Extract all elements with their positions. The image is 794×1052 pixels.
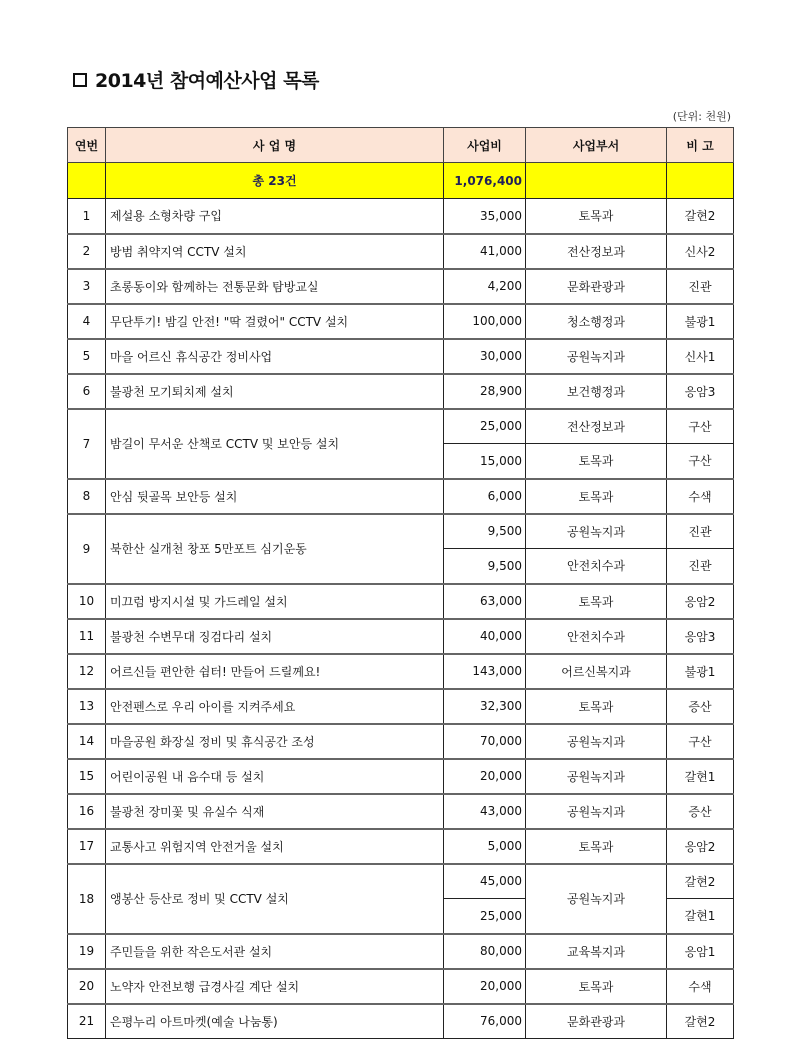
project-note: 수색 xyxy=(667,479,734,514)
table-row xyxy=(68,1004,734,1039)
row-number: 15 xyxy=(68,759,106,794)
project-cost: 4,200 xyxy=(444,269,526,304)
project-name: 안전펜스로 우리 아이를 지켜주세요 xyxy=(106,689,444,724)
project-name: 방범 취약지역 CCTV 설치 xyxy=(106,234,444,269)
budget-project-table xyxy=(67,127,734,1039)
project-cost: 40,000 xyxy=(444,619,526,654)
project-name: 북한산 실개천 창포 5만포트 심기운동 xyxy=(106,514,444,584)
project-note: 응암3 xyxy=(667,619,734,654)
project-name: 마을 어르신 휴식공간 정비사업 xyxy=(106,339,444,374)
checkbox-square-icon xyxy=(73,73,87,87)
project-cost: 80,000 xyxy=(444,934,526,969)
project-cost: 28,900 xyxy=(444,374,526,409)
project-dept: 공원녹지과 xyxy=(526,514,667,549)
page-title xyxy=(73,66,319,93)
project-name: 미끄럼 방지시설 및 가드레일 설치 xyxy=(106,584,444,619)
row-number: 9 xyxy=(68,514,106,584)
project-name: 어린이공원 내 음수대 등 설치 xyxy=(106,759,444,794)
project-cost: 30,000 xyxy=(444,339,526,374)
table-row xyxy=(68,689,734,724)
project-name: 은평누리 아트마켓(예술 나눔통) xyxy=(106,1004,444,1039)
project-dept: 공원녹지과 xyxy=(526,864,667,934)
project-note: 갈현1 xyxy=(667,899,734,934)
project-note: 진관 xyxy=(667,269,734,304)
project-cost: 143,000 xyxy=(444,654,526,689)
row-number: 18 xyxy=(68,864,106,934)
project-name: 밤길이 무서운 산책로 CCTV 및 보안등 설치 xyxy=(106,409,444,479)
project-cost: 41,000 xyxy=(444,234,526,269)
project-name: 무단투기! 밤길 안전! "딱 걸렸어" CCTV 설치 xyxy=(106,304,444,339)
project-note: 신사2 xyxy=(667,234,734,269)
project-dept: 공원녹지과 xyxy=(526,724,667,759)
table-row xyxy=(68,934,734,969)
project-name: 앵봉산 등산로 정비 및 CCTV 설치 xyxy=(106,864,444,934)
project-cost: 32,300 xyxy=(444,689,526,724)
project-note: 응암3 xyxy=(667,374,734,409)
project-dept: 공원녹지과 xyxy=(526,339,667,374)
table-row xyxy=(68,269,734,304)
project-cost: 45,000 xyxy=(444,864,526,899)
row-number: 2 xyxy=(68,234,106,269)
row-number: 3 xyxy=(68,269,106,304)
project-cost: 100,000 xyxy=(444,304,526,339)
header-row xyxy=(68,128,734,163)
table-row xyxy=(68,794,734,829)
total-label: 총 23건 xyxy=(106,163,444,199)
project-note: 구산 xyxy=(667,444,734,479)
total-note xyxy=(667,163,734,199)
project-name: 교통사고 위험지역 안전거울 설치 xyxy=(106,829,444,864)
row-number: 4 xyxy=(68,304,106,339)
project-note: 응암2 xyxy=(667,829,734,864)
project-dept: 청소행정과 xyxy=(526,304,667,339)
table-row xyxy=(68,199,734,234)
row-number: 16 xyxy=(68,794,106,829)
project-dept: 안전치수과 xyxy=(526,549,667,584)
table-row xyxy=(68,339,734,374)
row-number: 17 xyxy=(68,829,106,864)
row-number: 10 xyxy=(68,584,106,619)
project-note: 갈현2 xyxy=(667,1004,734,1039)
table-row xyxy=(68,619,734,654)
header-cost: 사업비 xyxy=(444,128,526,163)
title-text: 2014년 참여예산사업 목록 xyxy=(95,70,319,92)
project-name: 불광천 장미꽃 및 유실수 식재 xyxy=(106,794,444,829)
row-number: 7 xyxy=(68,409,106,479)
project-note: 응암1 xyxy=(667,934,734,969)
project-note: 진관 xyxy=(667,549,734,584)
project-note: 신사1 xyxy=(667,339,734,374)
project-name: 초롱동이와 함께하는 전통문화 탐방교실 xyxy=(106,269,444,304)
project-dept: 토목과 xyxy=(526,584,667,619)
project-dept: 문화관광과 xyxy=(526,269,667,304)
project-name: 어르신들 편안한 쉼터! 만들어 드릴께요! xyxy=(106,654,444,689)
project-dept: 교육복지과 xyxy=(526,934,667,969)
table-row xyxy=(68,724,734,759)
project-cost: 15,000 xyxy=(444,444,526,479)
table-row xyxy=(68,234,734,269)
project-name: 제설용 소형차량 구입 xyxy=(106,199,444,234)
table-row xyxy=(68,409,734,444)
project-cost: 76,000 xyxy=(444,1004,526,1039)
project-dept: 안전치수과 xyxy=(526,619,667,654)
unit-note: (단위: 천원) xyxy=(672,110,731,123)
project-cost: 20,000 xyxy=(444,759,526,794)
project-note: 진관 xyxy=(667,514,734,549)
project-note: 갈현1 xyxy=(667,759,734,794)
table-row xyxy=(68,514,734,549)
project-cost: 25,000 xyxy=(444,899,526,934)
project-dept: 어르신복지과 xyxy=(526,654,667,689)
row-number: 20 xyxy=(68,969,106,1004)
table-row xyxy=(68,374,734,409)
project-cost: 9,500 xyxy=(444,514,526,549)
project-name: 마을공원 화장실 정비 및 휴식공간 조성 xyxy=(106,724,444,759)
row-number: 5 xyxy=(68,339,106,374)
project-note: 수색 xyxy=(667,969,734,1004)
project-name: 불광천 수변무대 징검다리 설치 xyxy=(106,619,444,654)
project-note: 갈현2 xyxy=(667,864,734,899)
table-row xyxy=(68,759,734,794)
project-cost: 43,000 xyxy=(444,794,526,829)
project-dept: 토목과 xyxy=(526,969,667,1004)
project-dept: 토목과 xyxy=(526,199,667,234)
row-number: 14 xyxy=(68,724,106,759)
project-cost: 6,000 xyxy=(444,479,526,514)
row-number: 11 xyxy=(68,619,106,654)
project-dept: 문화관광과 xyxy=(526,1004,667,1039)
header-name: 사 업 명 xyxy=(106,128,444,163)
table-row xyxy=(68,304,734,339)
total-row xyxy=(68,163,734,199)
project-cost: 63,000 xyxy=(444,584,526,619)
project-note: 증산 xyxy=(667,794,734,829)
header-no: 연번 xyxy=(68,128,106,163)
project-note: 응암2 xyxy=(667,584,734,619)
row-number: 6 xyxy=(68,374,106,409)
row-number: 13 xyxy=(68,689,106,724)
table-row xyxy=(68,864,734,899)
project-dept: 토목과 xyxy=(526,444,667,479)
table-row xyxy=(68,969,734,1004)
project-name: 주민들을 위한 작은도서관 설치 xyxy=(106,934,444,969)
row-number: 19 xyxy=(68,934,106,969)
project-note: 갈현2 xyxy=(667,199,734,234)
project-note: 불광1 xyxy=(667,654,734,689)
project-dept: 전산정보과 xyxy=(526,409,667,444)
project-name: 불광천 모기퇴치제 설치 xyxy=(106,374,444,409)
project-cost: 20,000 xyxy=(444,969,526,1004)
project-name: 안심 뒷골목 보안등 설치 xyxy=(106,479,444,514)
project-cost: 5,000 xyxy=(444,829,526,864)
project-dept: 토목과 xyxy=(526,829,667,864)
project-cost: 25,000 xyxy=(444,409,526,444)
row-number: 8 xyxy=(68,479,106,514)
project-dept: 공원녹지과 xyxy=(526,794,667,829)
project-note: 구산 xyxy=(667,409,734,444)
project-note: 구산 xyxy=(667,724,734,759)
row-number: 1 xyxy=(68,199,106,234)
table-row xyxy=(68,829,734,864)
project-dept: 공원녹지과 xyxy=(526,759,667,794)
header-dept: 사업부서 xyxy=(526,128,667,163)
project-name: 노약자 안전보행 급경사길 계단 설치 xyxy=(106,969,444,1004)
project-note: 증산 xyxy=(667,689,734,724)
project-note: 불광1 xyxy=(667,304,734,339)
table-row xyxy=(68,654,734,689)
project-dept: 토목과 xyxy=(526,689,667,724)
project-cost: 9,500 xyxy=(444,549,526,584)
project-dept: 보건행정과 xyxy=(526,374,667,409)
total-dept xyxy=(526,163,667,199)
total-cost: 1,076,400 xyxy=(444,163,526,199)
row-number: 12 xyxy=(68,654,106,689)
project-dept: 토목과 xyxy=(526,479,667,514)
header-note: 비 고 xyxy=(667,128,734,163)
project-cost: 35,000 xyxy=(444,199,526,234)
table-row xyxy=(68,584,734,619)
project-cost: 70,000 xyxy=(444,724,526,759)
total-no xyxy=(68,163,106,199)
table-row xyxy=(68,479,734,514)
row-number: 21 xyxy=(68,1004,106,1039)
project-dept: 전산정보과 xyxy=(526,234,667,269)
